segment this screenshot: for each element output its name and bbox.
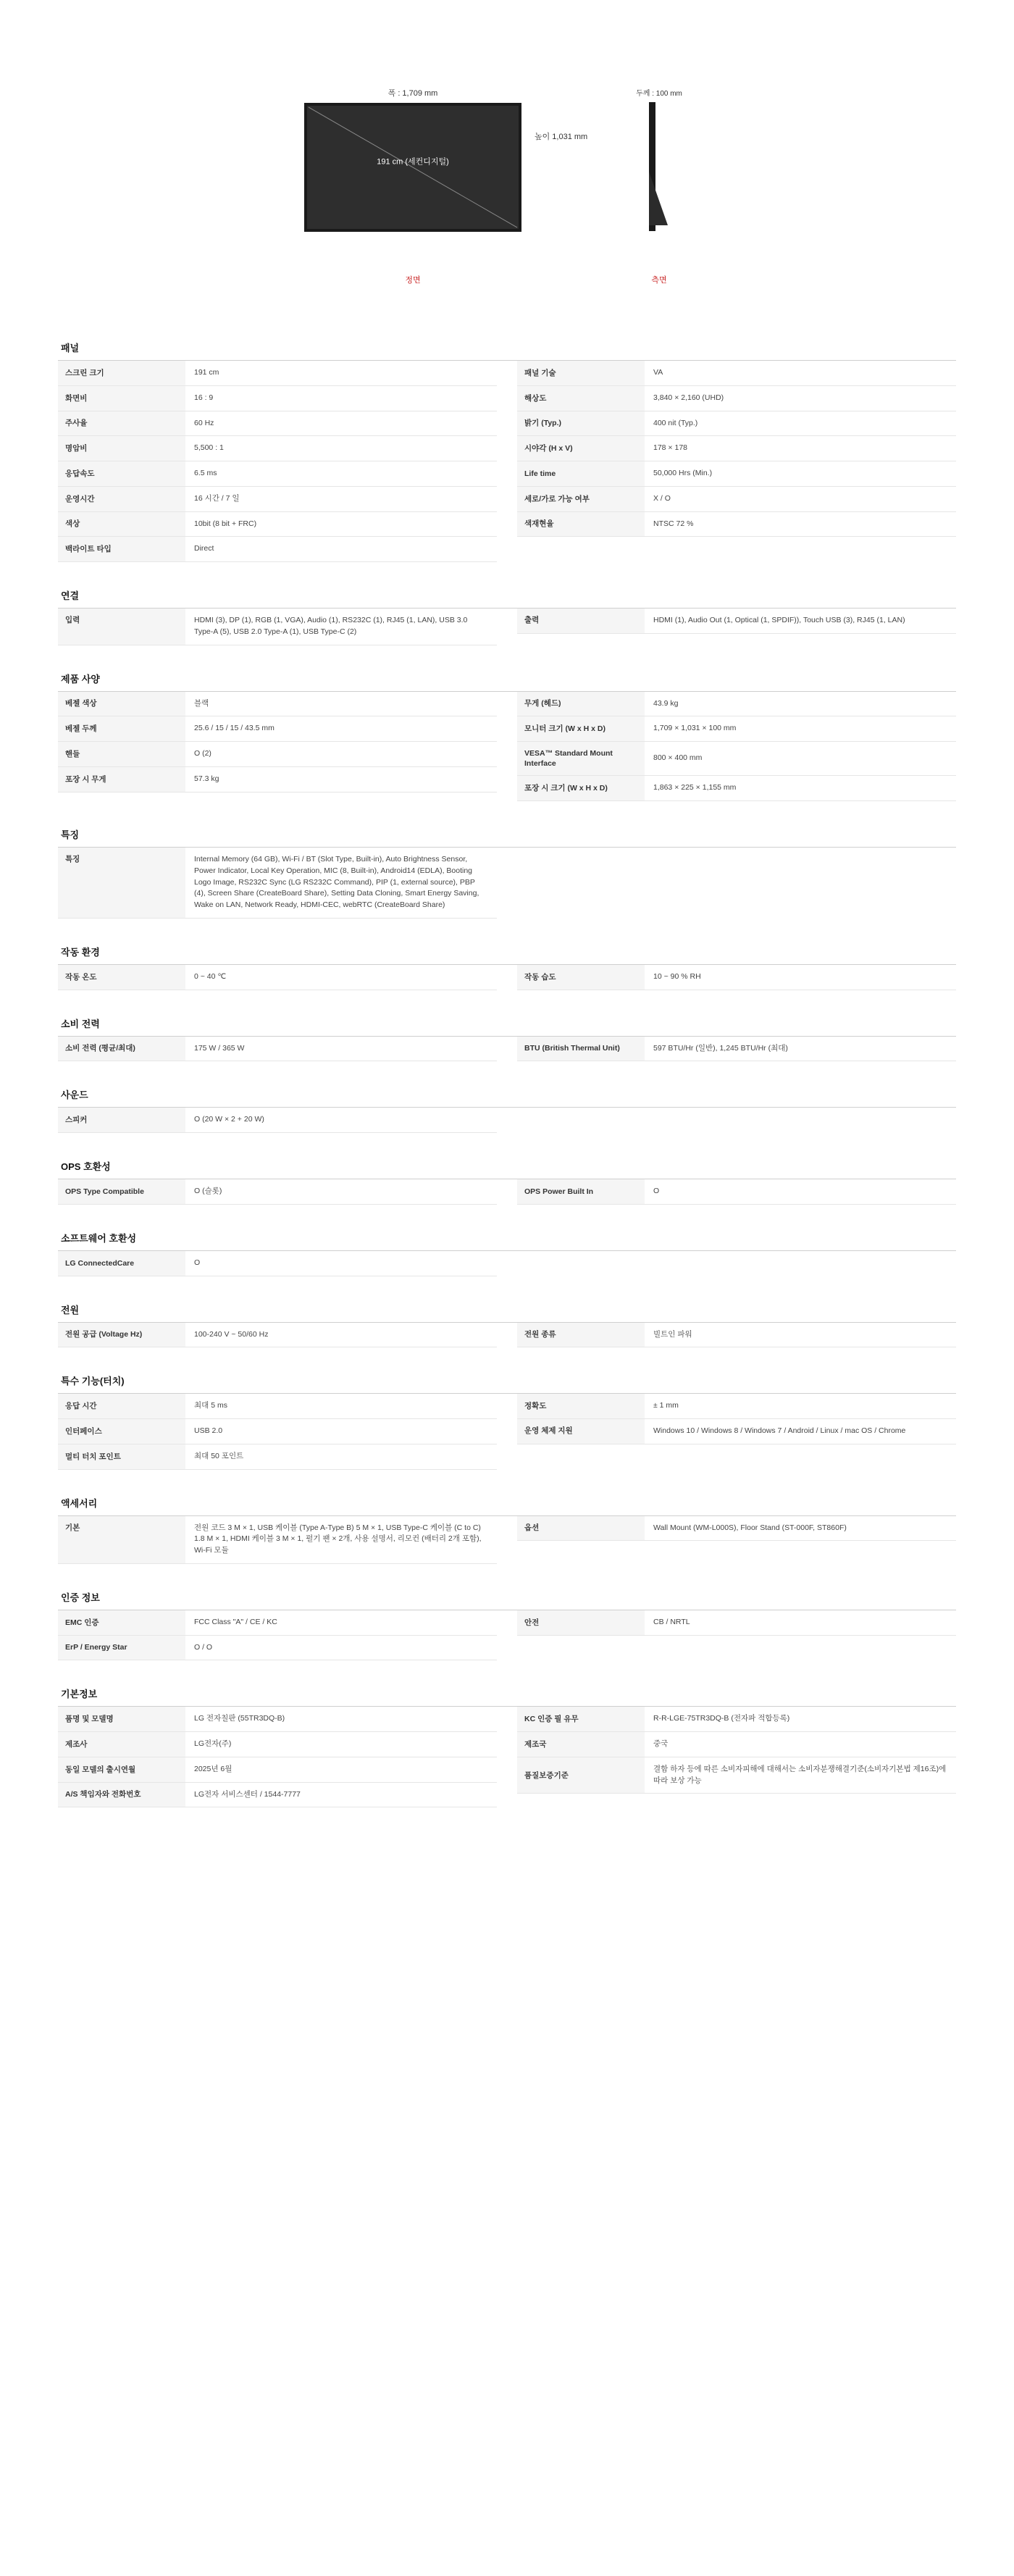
column-gap — [497, 848, 517, 919]
spec-column-right — [517, 609, 956, 645]
spec-label: OPS Power Built In — [517, 1179, 645, 1204]
spec-row — [58, 1251, 497, 1276]
spec-column-right — [517, 1610, 956, 1661]
spec-label: 동일 모델의 출시연월 — [58, 1757, 185, 1782]
spec-section — [58, 1583, 956, 1661]
spec-label: 멀티 터치 포인트 — [58, 1444, 185, 1469]
spec-row — [517, 487, 956, 512]
spec-label: 제조사 — [58, 1732, 185, 1757]
spec-row — [58, 1732, 497, 1757]
spec-label: 색상 — [58, 512, 185, 537]
section-columns — [58, 848, 956, 919]
spec-value: 1,709 × 1,031 × 100 mm — [653, 724, 737, 733]
spec-row — [58, 1179, 497, 1205]
spec-column-left — [58, 1323, 497, 1348]
spec-value: HDMI (3), DP (1), RGB (1, VGA), Audio (1), RS232C (1), RJ45 (1, LAN), USB 3.0 Type-A (5), USB 2.0 Type-A (1), USB Type-C (2) — [194, 616, 468, 636]
spec-label: 화면비 — [58, 386, 185, 411]
spec-column-right — [517, 692, 956, 802]
side-view-caption: 측면 — [651, 276, 667, 285]
spec-value: 100-240 V ~ 50/60 Hz — [194, 1329, 269, 1339]
spec-value: 중국 — [653, 1739, 669, 1749]
spec-column-right — [517, 1516, 956, 1564]
side-view-block — [608, 87, 710, 285]
spec-row — [58, 1108, 497, 1133]
spec-row — [58, 1636, 497, 1661]
spec-value: LG전자 서비스센터 / 1544-7777 — [194, 1789, 301, 1799]
spec-column-left — [58, 609, 497, 645]
spec-label: 시야각 (H x V) — [517, 436, 645, 461]
spec-column-right — [517, 965, 956, 990]
section-title: 연결 — [58, 581, 956, 609]
spec-label: 특징 — [58, 848, 185, 918]
spec-label: 응답속도 — [58, 461, 185, 486]
column-gap — [497, 1037, 517, 1062]
section-title: 소비 전력 — [58, 1009, 956, 1037]
spec-row — [58, 487, 497, 512]
spec-label: 핸들 — [58, 742, 185, 766]
spec-row — [58, 1516, 497, 1564]
spec-row — [517, 742, 956, 776]
section-title: 기본정보 — [58, 1679, 956, 1707]
spec-label: EMC 인증 — [58, 1610, 185, 1635]
spec-label: 세로/가로 가능 여부 — [517, 487, 645, 511]
section-columns — [58, 361, 956, 562]
front-view-caption: 정면 — [405, 276, 421, 285]
column-gap — [497, 1707, 517, 1807]
spec-row — [517, 1037, 956, 1062]
spec-column-right — [517, 1251, 956, 1276]
spec-value: 10 ~ 90 % RH — [653, 971, 701, 981]
spec-value: 2025년 6월 — [194, 1764, 232, 1773]
spec-row — [58, 1419, 497, 1444]
spec-row — [517, 965, 956, 990]
spec-row — [517, 386, 956, 411]
spec-section — [58, 820, 956, 919]
spec-column-left — [58, 361, 497, 562]
spec-column-right — [517, 1323, 956, 1348]
spec-label: 인터페이스 — [58, 1419, 185, 1444]
spec-value: 178 × 178 — [653, 443, 688, 453]
spec-label: 무게 (헤드) — [517, 692, 645, 716]
spec-row — [517, 692, 956, 717]
column-gap — [497, 1251, 517, 1276]
spec-column-left — [58, 1516, 497, 1564]
spec-row — [517, 1516, 956, 1542]
column-gap — [497, 1179, 517, 1205]
column-spacer — [517, 1251, 956, 1276]
spec-label: 제조국 — [517, 1732, 645, 1757]
spec-section — [58, 1224, 956, 1276]
section-title: 소프트웨어 호환성 — [58, 1224, 956, 1251]
side-view-illustration — [608, 102, 710, 231]
spec-label: 정확도 — [517, 1394, 645, 1418]
spec-row — [58, 848, 497, 919]
spec-sections — [58, 333, 956, 1870]
spec-row — [58, 767, 497, 793]
spec-label: 백라이트 타입 — [58, 537, 185, 561]
spec-row — [58, 742, 497, 767]
spec-section — [58, 1080, 956, 1133]
spec-label: 베젤 두께 — [58, 716, 185, 741]
section-columns — [58, 1323, 956, 1348]
spec-row — [58, 411, 497, 437]
spec-section — [58, 1679, 956, 1807]
spec-row — [517, 776, 956, 801]
spec-value: 6.5 ms — [194, 469, 217, 477]
spec-label: 베젤 색상 — [58, 692, 185, 716]
spec-row — [58, 386, 497, 411]
section-columns — [58, 1108, 956, 1133]
spec-value: O / O — [194, 1642, 213, 1652]
side-depth-label: 두께 : 100 mm — [636, 90, 682, 98]
section-title: 전원 — [58, 1295, 956, 1323]
column-spacer — [517, 848, 956, 919]
spec-label: 기본 — [58, 1516, 185, 1563]
section-title: 특수 기능(터치) — [58, 1366, 956, 1394]
section-columns — [58, 1707, 956, 1807]
spec-value: FCC Class "A" / CE / KC — [194, 1617, 277, 1626]
column-spacer — [517, 634, 956, 645]
section-title: 작동 환경 — [58, 937, 956, 965]
spec-row — [58, 1323, 497, 1348]
spec-column-left — [58, 692, 497, 802]
spec-value: 0 ~ 40 ℃ — [194, 971, 227, 981]
spec-value: 43.9 kg — [653, 698, 679, 708]
section-columns — [58, 692, 956, 802]
column-gap — [497, 609, 517, 645]
section-columns — [58, 1037, 956, 1062]
spec-value: 결함 하자 등에 따른 소비자피해에 대해서는 소비자분쟁해결기준(소비자기본법 제16조)에 따라 보상 가능 — [653, 1764, 947, 1785]
spec-column-right — [517, 1037, 956, 1062]
spec-label: ErP / Energy Star — [58, 1636, 185, 1660]
spec-label: 응답 시간 — [58, 1394, 185, 1418]
spec-value: R-R-LGE-75TR3DQ-B (전자파 적합등록) — [653, 1714, 790, 1723]
spec-row — [58, 692, 497, 717]
column-gap — [497, 1323, 517, 1348]
spec-value: 57.3 kg — [194, 774, 219, 783]
spec-row — [58, 512, 497, 538]
spec-label: 스크린 크기 — [58, 361, 185, 385]
spec-section — [58, 937, 956, 990]
spec-section — [58, 1152, 956, 1205]
spec-row — [58, 436, 497, 461]
column-spacer — [517, 1636, 956, 1661]
spec-value: Direct — [194, 544, 214, 553]
spec-value: 191 cm — [194, 368, 219, 377]
spec-label: 작동 온도 — [58, 965, 185, 990]
column-spacer — [517, 1541, 956, 1564]
spec-label: 색재현율 — [517, 512, 645, 537]
section-columns — [58, 1610, 956, 1661]
spec-label: 주사율 — [58, 411, 185, 436]
spec-value: NTSC 72 % — [653, 519, 694, 528]
spec-row — [517, 1757, 956, 1794]
front-diagonal-label: 191 cm (세컨디지털) — [377, 157, 449, 167]
spec-column-left — [58, 1179, 497, 1205]
column-spacer — [517, 1108, 956, 1133]
spec-row — [517, 1732, 956, 1757]
spec-row — [517, 461, 956, 487]
spec-row — [517, 411, 956, 437]
spec-row — [58, 1757, 497, 1783]
spec-label: 출력 — [517, 609, 645, 633]
spec-value: USB 2.0 — [194, 1426, 223, 1436]
spec-value: 50,000 Hrs (Min.) — [653, 469, 713, 477]
spec-section — [58, 1295, 956, 1348]
spec-value: 5,500 : 1 — [194, 443, 224, 453]
spec-row — [517, 436, 956, 461]
spec-row — [58, 461, 497, 487]
spec-value: 블랙 — [194, 698, 209, 708]
spec-value: 16 : 9 — [194, 393, 214, 402]
spec-column-right — [517, 848, 956, 919]
section-title: 액세서리 — [58, 1489, 956, 1516]
spec-row — [517, 1323, 956, 1348]
spec-row — [517, 716, 956, 742]
column-spacer — [517, 1794, 956, 1807]
front-view-illustration — [304, 103, 521, 232]
spec-value: 최대 5 ms — [194, 1401, 227, 1410]
spec-row — [58, 1707, 497, 1732]
spec-label: Life time — [517, 461, 645, 486]
spec-row — [58, 1783, 497, 1808]
spec-row — [58, 537, 497, 562]
spec-section — [58, 1366, 956, 1469]
spec-label: LG ConnectedCare — [58, 1251, 185, 1276]
spec-value: O — [194, 1258, 201, 1267]
section-columns — [58, 1394, 956, 1469]
spec-label: A/S 책임자와 전화번호 — [58, 1783, 185, 1807]
spec-column-left — [58, 1037, 497, 1062]
spec-row — [517, 1610, 956, 1636]
section-title: OPS 호환성 — [58, 1152, 956, 1179]
spec-row — [517, 512, 956, 538]
spec-column-left — [58, 1251, 497, 1276]
spec-row — [58, 361, 497, 386]
spec-column-right — [517, 361, 956, 562]
spec-label: 입력 — [58, 609, 185, 645]
spec-label: 해상도 — [517, 386, 645, 411]
spec-row — [517, 1707, 956, 1732]
spec-label: 모니터 크기 (W x H x D) — [517, 716, 645, 741]
spec-value: 빌트인 파워 — [653, 1329, 692, 1339]
spec-value: 800 × 400 mm — [653, 753, 703, 763]
spec-label: 밝기 (Typ.) — [517, 411, 645, 436]
column-spacer — [517, 537, 956, 562]
spec-label: BTU (British Thermal Unit) — [517, 1037, 645, 1061]
spec-row — [517, 1394, 956, 1419]
column-gap — [497, 965, 517, 990]
spec-row — [58, 1444, 497, 1470]
spec-label: 소비 전력 (평균/최대) — [58, 1037, 185, 1061]
spec-value: LG전자(주) — [194, 1739, 232, 1749]
spec-value: O (슬롯) — [194, 1187, 222, 1196]
spec-section — [58, 333, 956, 562]
spec-label: VESA™ Standard Mount Interface — [517, 742, 645, 775]
spec-value: 60 Hz — [194, 418, 214, 427]
section-title: 제품 사양 — [58, 664, 956, 692]
spec-column-right — [517, 1707, 956, 1807]
spec-value: 25.6 / 15 / 15 / 43.5 mm — [194, 724, 275, 733]
column-gap — [497, 1516, 517, 1564]
spec-label: OPS Type Compatible — [58, 1179, 185, 1204]
spec-value: X / O — [653, 493, 671, 503]
spec-row — [517, 361, 956, 386]
section-columns — [58, 965, 956, 990]
spec-row — [517, 1419, 956, 1444]
section-columns — [58, 609, 956, 645]
section-title: 패널 — [58, 333, 956, 361]
spec-value: HDMI (1), Audio Out (1, Optical (1, SPDIF)), Touch USB (3), RJ45 (1, LAN) — [653, 616, 905, 624]
spec-column-right — [517, 1394, 956, 1469]
spec-label: 전원 종류 — [517, 1323, 645, 1347]
spec-label: 품명 및 모델명 — [58, 1707, 185, 1731]
spec-value: 175 W / 365 W — [194, 1043, 245, 1053]
section-title: 특징 — [58, 820, 956, 848]
spec-column-left — [58, 1108, 497, 1133]
spec-label: 옵션 — [517, 1516, 645, 1541]
spec-value: 1,863 × 225 × 1,155 mm — [653, 783, 737, 793]
spec-section — [58, 1009, 956, 1062]
spec-column-right — [517, 1108, 956, 1133]
spec-label: 명암비 — [58, 436, 185, 461]
spec-row — [58, 609, 497, 645]
column-gap — [497, 1610, 517, 1661]
spec-section — [58, 581, 956, 645]
spec-value: LG 전자칠판 (55TR3DQ-B) — [194, 1714, 285, 1723]
spec-row — [517, 609, 956, 634]
spec-value: 400 nit (Typ.) — [653, 418, 698, 427]
column-gap — [497, 361, 517, 562]
spec-value: ± 1 mm — [653, 1401, 679, 1410]
spec-column-left — [58, 1394, 497, 1469]
spec-label: 스피커 — [58, 1108, 185, 1132]
spec-value: O (2) — [194, 749, 211, 758]
section-title: 인증 정보 — [58, 1583, 956, 1610]
spec-row — [58, 965, 497, 990]
spec-label: 안전 — [517, 1610, 645, 1635]
section-columns — [58, 1516, 956, 1564]
spec-label: 패널 기술 — [517, 361, 645, 385]
spec-value: 3,840 × 2,160 (UHD) — [653, 393, 724, 402]
spec-value: 최대 50 포인트 — [194, 1451, 244, 1460]
spec-column-left — [58, 965, 497, 990]
spec-row — [58, 716, 497, 742]
spec-value: 10bit (8 bit + FRC) — [194, 519, 257, 528]
section-columns — [58, 1179, 956, 1205]
section-title: 사운드 — [58, 1080, 956, 1108]
front-view-block — [304, 87, 588, 285]
spec-section — [58, 664, 956, 802]
spec-label: 품질보증기준 — [517, 1757, 645, 1794]
column-gap — [497, 1108, 517, 1133]
spec-label: 운영시간 — [58, 487, 185, 511]
spec-row — [58, 1037, 497, 1062]
spec-value: Windows 10 / Windows 8 / Windows 7 / Android / Linux / mac OS / Chrome — [653, 1426, 906, 1436]
spec-label: 작동 습도 — [517, 965, 645, 990]
spec-value: CB / NRTL — [653, 1617, 690, 1626]
section-columns — [58, 1251, 956, 1276]
spec-label: 전원 공급 (Voltage Hz) — [58, 1323, 185, 1347]
spec-row — [517, 1179, 956, 1205]
spec-value: O — [653, 1187, 660, 1196]
spec-row — [58, 1394, 497, 1419]
spec-column-left — [58, 848, 497, 919]
spec-column-left — [58, 1610, 497, 1661]
spec-section — [58, 1489, 956, 1564]
spec-column-left — [58, 1707, 497, 1807]
column-gap — [497, 1394, 517, 1469]
spec-value: VA — [653, 368, 663, 377]
spec-column-right — [517, 1179, 956, 1205]
front-height-label: 높이 1,031 mm — [535, 133, 588, 141]
spec-label: 포장 시 무게 — [58, 767, 185, 792]
column-gap — [497, 692, 517, 802]
product-dimension-diagram — [0, 0, 1014, 333]
spec-label: 포장 시 크기 (W x H x D) — [517, 776, 645, 800]
spec-value: 전원 코드 3 M × 1, USB 케이블 (Type A-Type B) 5 M × 1, USB Type-C 케이블 (C to C) 1.8 M × 1, HDMI 케이블 3 M × 1, 펄기 팬 × 2개, 사용 설명서, 리모컨 (배터리 2개 포함), Wi-Fi 모듈 — [194, 1523, 482, 1555]
column-spacer — [58, 793, 497, 802]
spec-value: 597 BTU/Hr (일반), 1,245 BTU/Hr (최대) — [653, 1043, 788, 1053]
spec-value: O (20 W × 2 + 20 W) — [194, 1115, 264, 1124]
column-spacer — [517, 1444, 956, 1470]
front-width-label: 폭 : 1,709 mm — [387, 89, 438, 98]
spec-value: 16 시간 / 7 일 — [194, 493, 240, 503]
spec-label: KC 인증 필 유무 — [517, 1707, 645, 1731]
spec-value: Internal Memory (64 GB), Wi-Fi / BT (Slot Type, Built-in), Auto Brightness Sensor, Power Indicator, Local Key Operation, MIC (8, Built-in), Android14 (EDLA), Booting Logo Image, RS232C Sync (LG RS232C Command), PIP (1, external source), PBP (4), Screen Share (CreateBoard Share), Setting Data Cloning, Smart Energy Saving, Wake on LAN, Network Ready, HDMI-CEC, webRTC (CreateBoard Share) — [194, 855, 479, 910]
spec-row — [58, 1610, 497, 1636]
spec-label: 운영 체제 지원 — [517, 1419, 645, 1444]
spec-value: Wall Mount (WM-L000S), Floor Stand (ST-000F, ST860F) — [653, 1523, 847, 1532]
